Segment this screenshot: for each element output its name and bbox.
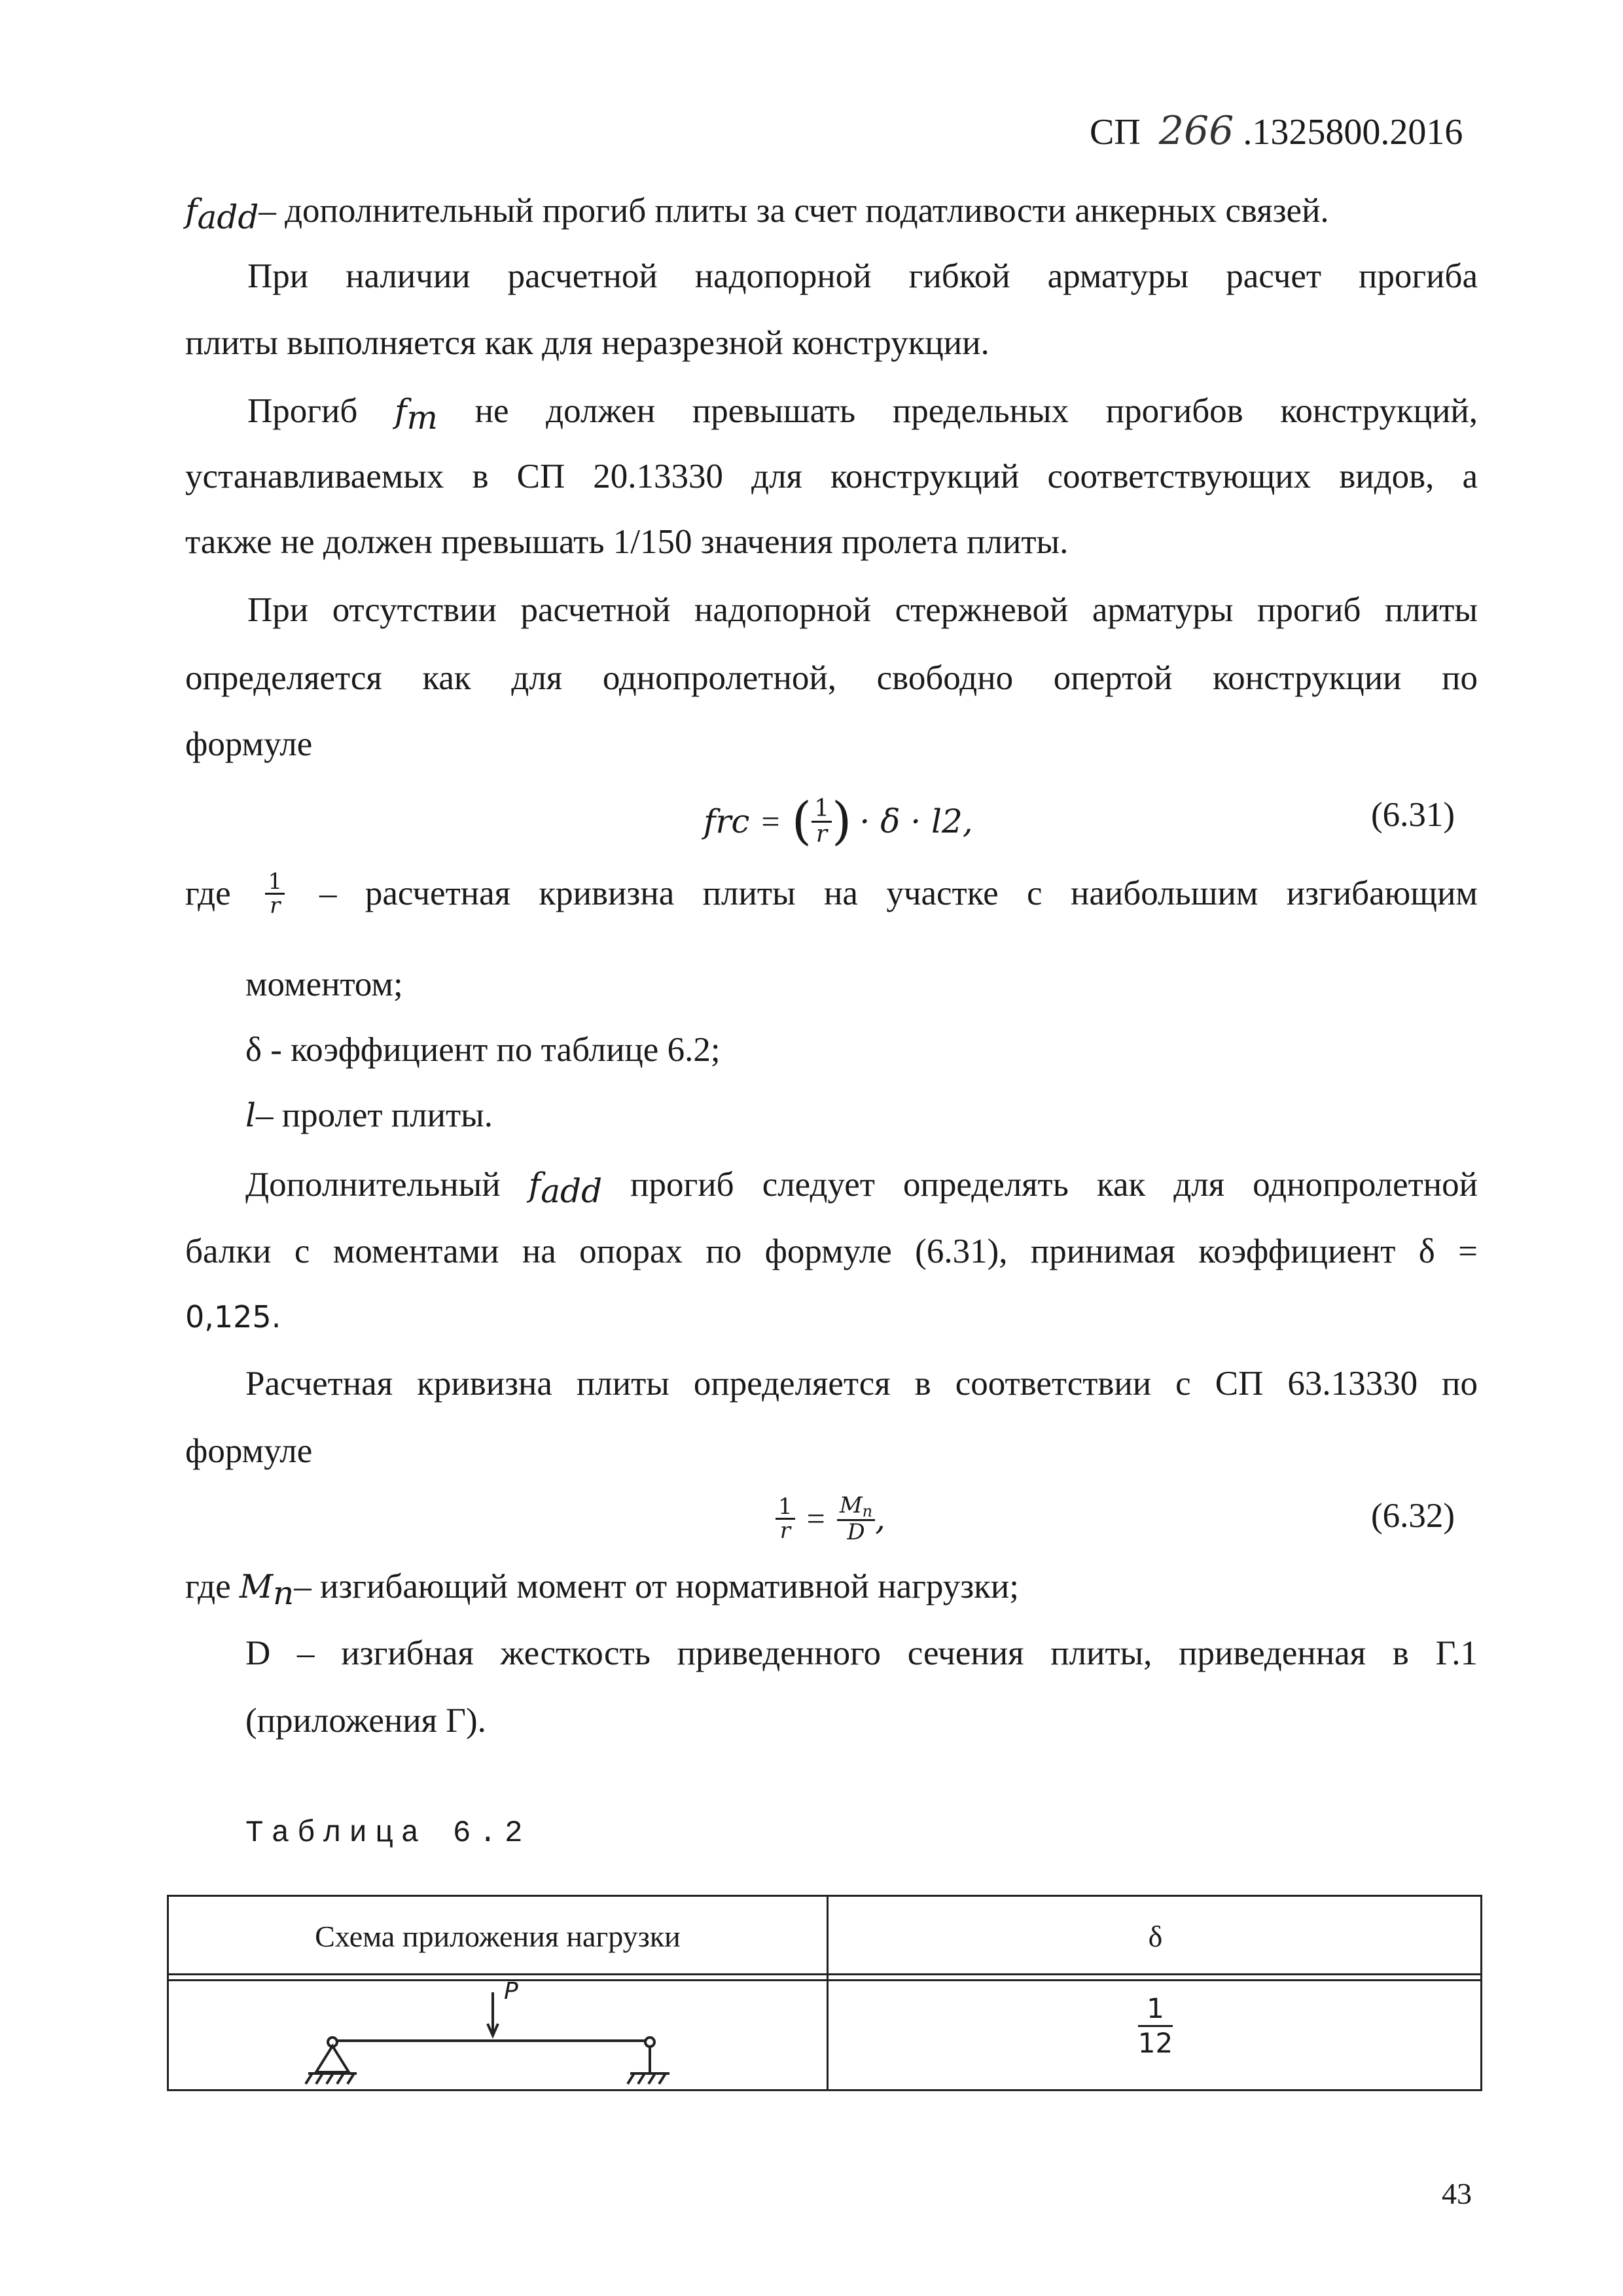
eq-fraction (812, 797, 832, 846)
text: – дополнительный прогиб плиты за счет податливости анкерных связей. (259, 192, 1329, 230)
where-moment-sub: n (273, 1574, 294, 1612)
table-header-divider (169, 1973, 1480, 1975)
where-delta-text: δ - коэффициент по таблице 6.2; (245, 1031, 721, 1069)
paragraph-2-line-1 (247, 390, 1478, 439)
where-fraction-num: 1 (265, 870, 285, 895)
eq-fraction-num: 1 (812, 797, 832, 823)
paragraph-3-line-1: При отсутствии расчетной надопорной стержневой арматуры прогиб плиты (247, 591, 1478, 629)
eq2-num2-main: M (839, 1492, 863, 1518)
eq2-fraction-1 (776, 1493, 795, 1544)
paragraph-2-line-3: также не должен превышать 1/150 значения пролета плиты. (185, 523, 1069, 561)
symbol-sub: add (541, 1172, 603, 1210)
where-text: – расчетная кривизна плиты на участке с наибольшим изгибающим (319, 874, 1478, 912)
code-prefix: СП (1090, 112, 1141, 152)
where-delta (245, 1029, 721, 1071)
symbol-sub: m (406, 399, 438, 437)
symbol-sub: add (197, 198, 259, 236)
word: Дополнительный (245, 1166, 501, 1204)
table-6-2 (167, 1895, 1482, 2091)
where-moment (185, 1566, 1019, 1614)
equation-6-31: f rc = ( $\frac{1}{r}$ ) · δ · l 2 , (704, 792, 973, 851)
code-handwritten: 266 (1158, 108, 1234, 154)
paragraph-4-line-2: балки с моментами на опорах по формуле (6.31), принимая коэффициент δ = (185, 1232, 1478, 1270)
beam-load-diagram (296, 1981, 689, 2092)
eq2-equals: = (806, 1500, 825, 1537)
code-suffix: .1325800.2016 (1243, 112, 1463, 152)
paragraph-fadd-definition (185, 190, 1329, 238)
eq-lhs: f (704, 802, 716, 840)
paragraph-3-line-2: определяется как для однопролетной, свободно опертой конструкции по (185, 659, 1478, 697)
paragraph-2-line-2: устанавливаемых в СП 20.13330 для конструкций соответствующих видов, а (185, 457, 1478, 495)
word: Прогиб (247, 392, 358, 430)
eq2-fraction-2 (837, 1494, 875, 1543)
delta-value (827, 1992, 1484, 2059)
rest: не должен превышать предельных прогибов конструкций, (474, 392, 1478, 430)
paragraph-3-line-3: формуле (185, 725, 313, 763)
paragraph-1-line-2: плиты выполняется как для неразрезной конструкции. (185, 324, 990, 362)
where-fraction (265, 870, 285, 917)
paragraph-4-line-3: 0,125. (185, 1299, 281, 1335)
table-header-scheme: Схема приложения нагрузки (315, 1920, 681, 1953)
where-span-text: – пролет плиты. (256, 1096, 493, 1134)
eq2-den2: D (847, 1518, 865, 1545)
where-fraction-den: r (270, 892, 281, 919)
where-stiffness-line-2: (приложения Г). (245, 1702, 486, 1740)
delta-num: 1 (1138, 1995, 1173, 2027)
eq2-num2 (837, 1494, 875, 1521)
eq2-tail: , (875, 1499, 886, 1537)
eq2-num1: 1 (776, 1496, 795, 1520)
eq-fraction-den: r (815, 820, 828, 848)
eq-sup: 2 (941, 802, 963, 840)
where-curvature-line-1 (185, 864, 1478, 923)
where-moment-sym: M (239, 1568, 274, 1605)
eq2-num2-sub: n (862, 1501, 873, 1520)
where-word: где (185, 874, 231, 912)
equation-6-32 (776, 1476, 885, 1561)
paragraph-5-line-2: формуле (185, 1432, 313, 1470)
delta-fraction (1137, 1992, 1173, 2059)
left-support-icon (316, 2046, 349, 2072)
eq-equals: = (761, 803, 780, 840)
equation-number-6-31: (6.31) (1371, 796, 1455, 834)
paragraph-4-line-1 (245, 1164, 1478, 1212)
eq-tail: , (962, 802, 973, 840)
table-caption: Таблица 6.2 (245, 1816, 531, 1850)
eq-lhs-sub: rc (715, 802, 750, 840)
page-number: 43 (1442, 2177, 1472, 2210)
where-span-sym: l (245, 1096, 256, 1134)
right-pin-icon (645, 2037, 654, 2047)
where-span (245, 1094, 493, 1136)
eq2-den1: r (779, 1517, 791, 1544)
symbol: f (528, 1166, 541, 1204)
symbol: f (185, 192, 198, 230)
delta-den: 12 (1137, 2027, 1173, 2059)
where-word: где (185, 1568, 231, 1605)
paragraph-1-line-1: При наличии расчетной надопорной гибкой арматуры расчет прогиба (247, 257, 1478, 295)
paragraph-5-line-1: Расчетная кривизна плиты определяется в соответствии с СП 63.13330 по (245, 1365, 1478, 1403)
equation-number-6-32: (6.32) (1371, 1497, 1455, 1535)
document-code (1090, 108, 1463, 154)
load-label: P (504, 1978, 518, 2005)
where-moment-text: – изгибающий момент от нормативной нагрузки; (294, 1568, 1019, 1605)
where-stiffness-line-1: D – изгибная жесткость приведенного сечения плиты, приведенная в Г.1 (245, 1634, 1478, 1672)
where-curvature-line-2: моментом; (245, 965, 403, 1003)
symbol: f (395, 392, 407, 430)
table-header-delta: δ (1148, 1920, 1163, 1953)
rest: прогиб следует определять как для однопролетной (630, 1166, 1478, 1204)
eq-rest: · δ · l (859, 802, 942, 840)
